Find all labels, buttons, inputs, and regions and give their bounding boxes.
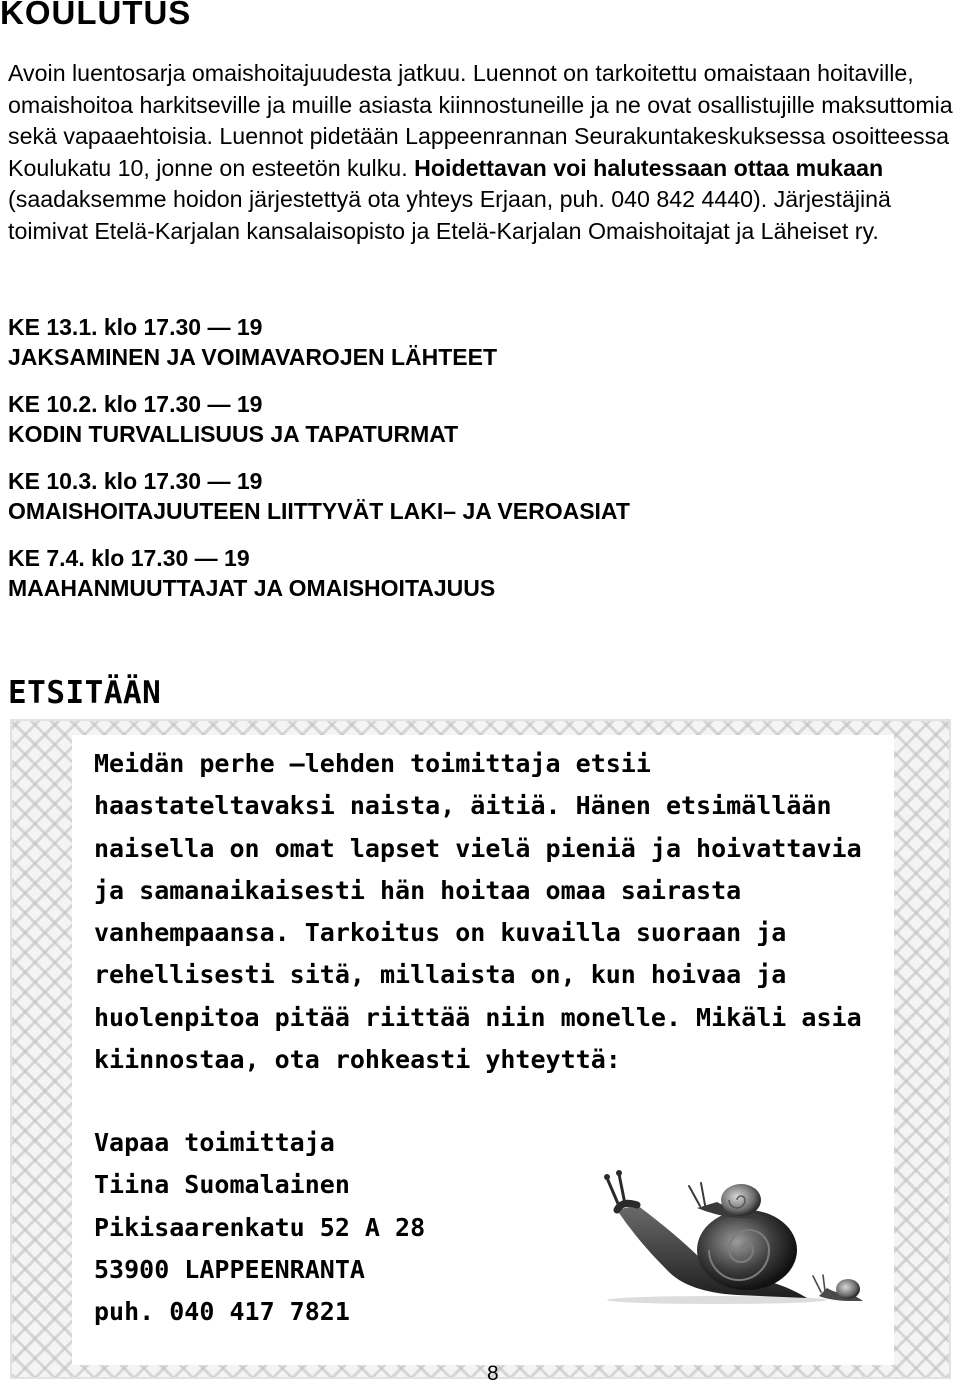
lecture-topic: OMAISHOITAJUUTEEN LIITTYVÄT LAKI– JA VEROASIAT [8, 498, 630, 524]
lecture-item [8, 466, 948, 526]
lecture-item [8, 543, 948, 603]
snails-illustration [567, 1130, 887, 1335]
lecture-topic: MAAHANMUUTTAJAT JA OMAISHOITAJUUS [8, 575, 496, 601]
intro-bold-text: Hoidettavan voi halutessaan ottaa mukaan [414, 154, 884, 181]
page-number: 8 [487, 1362, 499, 1385]
notice-text: Meidän perhe –lehden toimittaja etsii haastateltavaksi naista, äitiä. Hänen etsimällään naisella on omat lapset vielä pieniä ja hoivattavia ja samanaikaisesti hän hoitaa omaa sairasta vanhempaansa. Tarkoitus on kuvailla suoraan ja rehellisesti sitä, millaista on, kun hoivaa ja huolenpitoa pitää riittää niin monelle. Mikäli asia kiinnostaa, ota rohkeasti yhteyttä: [94, 749, 862, 1075]
contact-role: Vapaa toimittaja [94, 1128, 335, 1157]
intro-text-1: Avoin luentosarja omaishoitajuudesta jatkuu. Luennot on tarkoitettu omaistaan hoitaville, omaishoitoa harkitseville ja muille asiasta kiinnostuneille ja ne ovat osallistujille maksuttomia sekä vapaaehtoisia. Luennot pidetään Lappeenrannan Seurakuntakeskuksessa osoitteessa Koulukatu 10, jonne on esteetön kulku. [8, 60, 953, 181]
lecture-topic: KODIN TURVALLISUUS JA TAPATURMAT [8, 421, 459, 447]
intro-text-2: (saadaksemme hoidon järjestettyä ota yhteys Erjaan, puh. 040 842 4440). Järjestäjinä toimivat Etelä-Karjalan kansalaisopisto ja Etelä-Karjalan Omaishoitajat ja Läheiset ry. [8, 186, 891, 244]
lecture-topic: JAKSAMINEN JA VOIMAVAROJEN LÄHTEET [8, 344, 498, 370]
section-title: ETSITÄÄN [8, 675, 162, 711]
page-title: KOULUTUS [0, 0, 192, 31]
lecture-date: KE 7.4. klo 17.30 — 19 [8, 545, 250, 571]
notice-panel [72, 735, 894, 1365]
contact-name: Tiina Suomalainen [94, 1170, 350, 1200]
contact-city: 53900 LAPPEENRANTA [94, 1254, 365, 1284]
lecture-item [8, 389, 948, 449]
notice-box [10, 719, 951, 1379]
lecture-date: KE 13.1. klo 17.30 — 19 [8, 314, 263, 340]
intro-paragraph [8, 58, 958, 247]
lecture-item [8, 312, 948, 372]
contact-street: Pikisaarenkatu 52 A 28 [94, 1212, 426, 1242]
lecture-date: KE 10.3. klo 17.30 — 19 [8, 468, 263, 494]
lecture-list [8, 312, 948, 620]
contact-block [94, 1122, 425, 1333]
contact-phone: puh. 040 417 7821 [94, 1297, 350, 1327]
lecture-date: KE 10.2. klo 17.30 — 19 [8, 391, 263, 417]
